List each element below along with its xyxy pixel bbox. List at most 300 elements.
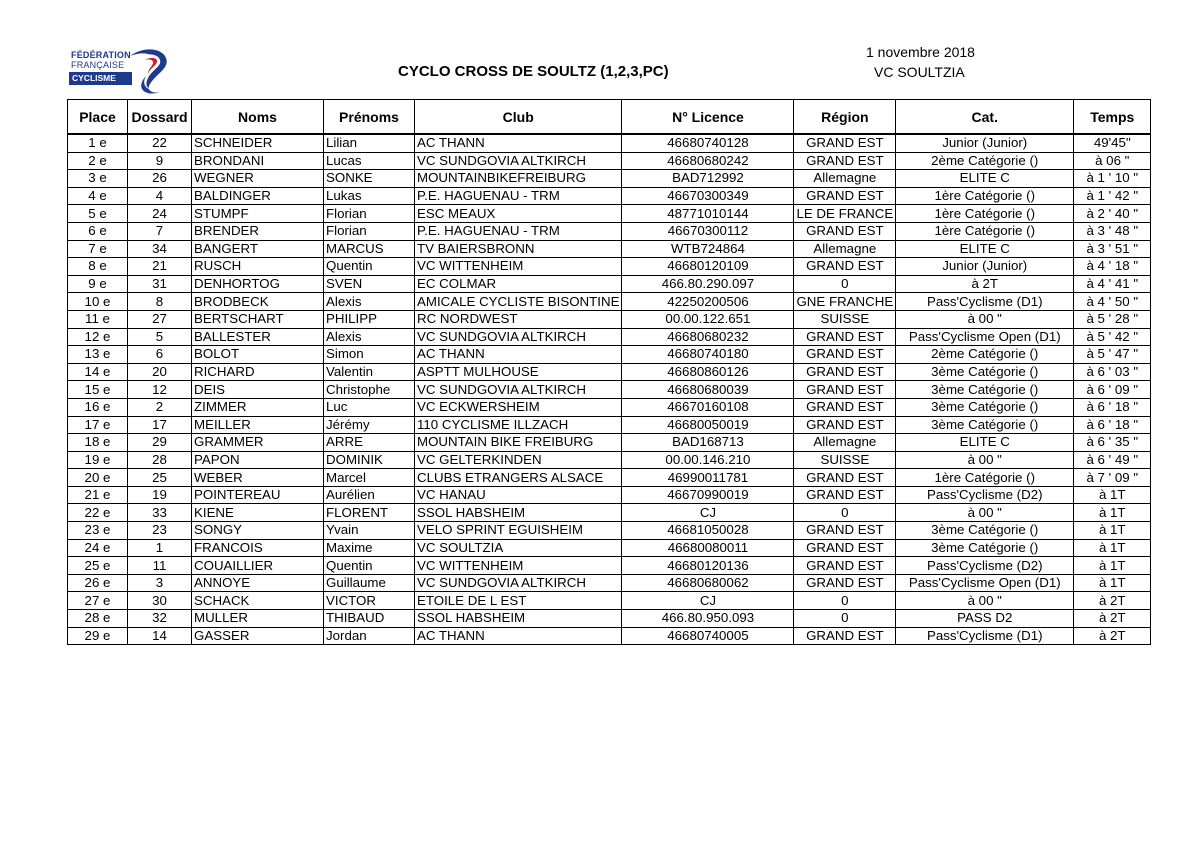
cell-region: GRAND EST <box>794 363 896 381</box>
cell-licence: 46680740128 <box>622 134 794 152</box>
cell-prenom: Jordan <box>324 627 415 645</box>
cell-temps: à 6 ' 18 " <box>1074 416 1151 434</box>
cell-club: AC THANN <box>415 134 622 152</box>
cell-nom: PAPON <box>192 451 324 469</box>
cell-nom: GRAMMER <box>192 434 324 452</box>
table-row <box>68 504 1151 522</box>
table-row <box>68 222 1151 240</box>
cell-licence: 46670160108 <box>622 398 794 416</box>
cell-categorie: 3ème Catégorie () <box>896 381 1074 399</box>
cell-categorie: à 00 " <box>896 451 1074 469</box>
cell-dossard: 24 <box>128 205 192 223</box>
cell-temps: à 5 ' 47 " <box>1074 346 1151 364</box>
cell-temps: à 1 ' 42 " <box>1074 187 1151 205</box>
cell-licence: 48771010144 <box>622 205 794 223</box>
table-row <box>68 134 1151 152</box>
table-row <box>68 610 1151 628</box>
cell-prenom: Valentin <box>324 363 415 381</box>
cell-region: 0 <box>794 592 896 610</box>
cell-licence: 46680120109 <box>622 258 794 276</box>
cell-club: VC HANAU <box>415 486 622 504</box>
cell-licence: 42250200506 <box>622 293 794 311</box>
cell-licence: 46680740180 <box>622 346 794 364</box>
cell-prenom: Simon <box>324 346 415 364</box>
cell-place: 20 e <box>68 469 128 487</box>
cell-nom: BRODBECK <box>192 293 324 311</box>
cell-place: 5 e <box>68 205 128 223</box>
cell-categorie: 2ème Catégorie () <box>896 346 1074 364</box>
table-row <box>68 170 1151 188</box>
cell-place: 23 e <box>68 522 128 540</box>
cell-categorie: PASS D2 <box>896 610 1074 628</box>
cell-temps: à 06 " <box>1074 152 1151 170</box>
cell-dossard: 5 <box>128 328 192 346</box>
cell-licence: 46680680062 <box>622 574 794 592</box>
cell-nom: BOLOT <box>192 346 324 364</box>
cell-place: 15 e <box>68 381 128 399</box>
cell-region: GRAND EST <box>794 539 896 557</box>
cell-prenom: Aurélien <box>324 486 415 504</box>
cell-dossard: 19 <box>128 486 192 504</box>
cell-place: 7 e <box>68 240 128 258</box>
cell-temps: à 1T <box>1074 522 1151 540</box>
table-row <box>68 293 1151 311</box>
cell-licence: 46680120136 <box>622 557 794 575</box>
cell-temps: à 2T <box>1074 592 1151 610</box>
cell-categorie: Pass'Cyclisme Open (D1) <box>896 574 1074 592</box>
cell-place: 17 e <box>68 416 128 434</box>
cell-dossard: 6 <box>128 346 192 364</box>
cell-licence: 46670300349 <box>622 187 794 205</box>
cell-licence: 46680680242 <box>622 152 794 170</box>
cell-temps: à 4 ' 50 " <box>1074 293 1151 311</box>
cell-licence: 00.00.146.210 <box>622 451 794 469</box>
cell-dossard: 31 <box>128 275 192 293</box>
cell-temps: à 1T <box>1074 557 1151 575</box>
cell-temps: à 1T <box>1074 539 1151 557</box>
cell-region: LE DE FRANCE <box>794 205 896 223</box>
cell-temps: à 6 ' 49 " <box>1074 451 1151 469</box>
cell-categorie: ELITE C <box>896 240 1074 258</box>
cell-categorie: à 00 " <box>896 310 1074 328</box>
cell-licence: CJ <box>622 504 794 522</box>
cell-club: AC THANN <box>415 346 622 364</box>
cell-region: GRAND EST <box>794 469 896 487</box>
table-row <box>68 592 1151 610</box>
cell-nom: FRANCOIS <box>192 539 324 557</box>
cell-prenom: Alexis <box>324 328 415 346</box>
cell-region: GRAND EST <box>794 152 896 170</box>
cell-categorie: Junior (Junior) <box>896 258 1074 276</box>
cell-prenom: ARRE <box>324 434 415 452</box>
page-title: CYCLO CROSS DE SOULTZ (1,2,3,PC) <box>398 63 669 80</box>
cell-prenom: Marcel <box>324 469 415 487</box>
table-body <box>68 134 1151 645</box>
column-header-region: Région <box>794 100 896 135</box>
cell-club: VC WITTENHEIM <box>415 258 622 276</box>
cell-prenom: Lilian <box>324 134 415 152</box>
cell-licence: 46670990019 <box>622 486 794 504</box>
table-row <box>68 574 1151 592</box>
cell-categorie: 2ème Catégorie () <box>896 152 1074 170</box>
cell-region: Allemagne <box>794 240 896 258</box>
cell-prenom: Luc <box>324 398 415 416</box>
cell-region: GRAND EST <box>794 486 896 504</box>
cell-licence: 46680680039 <box>622 381 794 399</box>
cell-club: SSOL HABSHEIM <box>415 504 622 522</box>
table-row <box>68 275 1151 293</box>
column-header-temps: Temps <box>1074 100 1151 135</box>
table-row <box>68 187 1151 205</box>
cell-categorie: 3ème Catégorie () <box>896 522 1074 540</box>
cell-region: GRAND EST <box>794 574 896 592</box>
cell-dossard: 33 <box>128 504 192 522</box>
cell-prenom: Guillaume <box>324 574 415 592</box>
table-row <box>68 469 1151 487</box>
cell-dossard: 32 <box>128 610 192 628</box>
cell-place: 26 e <box>68 574 128 592</box>
cell-temps: à 2T <box>1074 610 1151 628</box>
cell-categorie: à 2T <box>896 275 1074 293</box>
cell-nom: GASSER <box>192 627 324 645</box>
cell-dossard: 27 <box>128 310 192 328</box>
cell-prenom: Jérémy <box>324 416 415 434</box>
cell-categorie: à 00 " <box>896 592 1074 610</box>
cell-place: 12 e <box>68 328 128 346</box>
table-row <box>68 328 1151 346</box>
cell-licence: 46680050019 <box>622 416 794 434</box>
cell-categorie: Pass'Cyclisme (D1) <box>896 293 1074 311</box>
cell-region: GRAND EST <box>794 187 896 205</box>
cell-nom: RUSCH <box>192 258 324 276</box>
cell-temps: à 4 ' 18 " <box>1074 258 1151 276</box>
cell-club: ASPTT MULHOUSE <box>415 363 622 381</box>
table-row <box>68 539 1151 557</box>
cell-prenom: SVEN <box>324 275 415 293</box>
cell-region: GRAND EST <box>794 557 896 575</box>
logo-swoosh-icon <box>126 44 178 96</box>
cell-dossard: 8 <box>128 293 192 311</box>
table-row <box>68 557 1151 575</box>
cell-region: GRAND EST <box>794 258 896 276</box>
cell-dossard: 3 <box>128 574 192 592</box>
cell-prenom: Christophe <box>324 381 415 399</box>
cell-temps: à 6 ' 35 " <box>1074 434 1151 452</box>
table-row <box>68 152 1151 170</box>
cell-temps: à 3 ' 48 " <box>1074 222 1151 240</box>
column-header-dossard: Dossard <box>128 100 192 135</box>
cell-region: GRAND EST <box>794 346 896 364</box>
ffc-logo <box>68 44 178 96</box>
cell-nom: SCHNEIDER <box>192 134 324 152</box>
cell-dossard: 23 <box>128 522 192 540</box>
cell-club: EC COLMAR <box>415 275 622 293</box>
cell-dossard: 25 <box>128 469 192 487</box>
cell-nom: WEBER <box>192 469 324 487</box>
table-row <box>68 398 1151 416</box>
cell-region: GRAND EST <box>794 222 896 240</box>
cell-club: VC SUNDGOVIA ALTKIRCH <box>415 152 622 170</box>
cell-licence: 46670300112 <box>622 222 794 240</box>
cell-temps: 49'45" <box>1074 134 1151 152</box>
table-row <box>68 451 1151 469</box>
cell-categorie: Pass'Cyclisme (D1) <box>896 627 1074 645</box>
table-row <box>68 346 1151 364</box>
cell-club: VC SOULTZIA <box>415 539 622 557</box>
cell-region: 0 <box>794 504 896 522</box>
cell-nom: BALLESTER <box>192 328 324 346</box>
cell-place: 28 e <box>68 610 128 628</box>
cell-temps: à 3 ' 51 " <box>1074 240 1151 258</box>
cell-place: 1 e <box>68 134 128 152</box>
cell-nom: BALDINGER <box>192 187 324 205</box>
cell-place: 14 e <box>68 363 128 381</box>
cell-place: 19 e <box>68 451 128 469</box>
cell-dossard: 12 <box>128 381 192 399</box>
table-row <box>68 258 1151 276</box>
cell-place: 9 e <box>68 275 128 293</box>
cell-licence: 46680860126 <box>622 363 794 381</box>
cell-dossard: 11 <box>128 557 192 575</box>
cell-licence: WTB724864 <box>622 240 794 258</box>
cell-categorie: Pass'Cyclisme (D2) <box>896 557 1074 575</box>
cell-region: Allemagne <box>794 170 896 188</box>
cell-categorie: à 00 " <box>896 504 1074 522</box>
cell-dossard: 26 <box>128 170 192 188</box>
table-row <box>68 627 1151 645</box>
cell-prenom: MARCUS <box>324 240 415 258</box>
cell-club: AMICALE CYCLISTE BISONTINE <box>415 293 622 311</box>
cell-dossard: 2 <box>128 398 192 416</box>
cell-dossard: 20 <box>128 363 192 381</box>
cell-club: VC GELTERKINDEN <box>415 451 622 469</box>
cell-categorie: 3ème Catégorie () <box>896 363 1074 381</box>
cell-club: VC WITTENHEIM <box>415 557 622 575</box>
cell-temps: à 5 ' 42 " <box>1074 328 1151 346</box>
cell-place: 3 e <box>68 170 128 188</box>
cell-club: TV BAIERSBRONN <box>415 240 622 258</box>
cell-categorie: 3ème Catégorie () <box>896 539 1074 557</box>
event-date: 1 novembre 2018 <box>866 44 975 60</box>
cell-place: 11 e <box>68 310 128 328</box>
table-row <box>68 522 1151 540</box>
cell-categorie: 1ère Catégorie () <box>896 222 1074 240</box>
cell-nom: DENHORTOG <box>192 275 324 293</box>
table-row <box>68 434 1151 452</box>
cell-temps: à 1 ' 10 " <box>1074 170 1151 188</box>
table-row <box>68 363 1151 381</box>
cell-dossard: 4 <box>128 187 192 205</box>
cell-licence: 46681050028 <box>622 522 794 540</box>
cell-prenom: DOMINIK <box>324 451 415 469</box>
cell-temps: à 2T <box>1074 627 1151 645</box>
cell-prenom: PHILIPP <box>324 310 415 328</box>
logo-line-federation: FÉDÉRATION <box>71 50 131 60</box>
column-header-nom: Noms <box>192 100 324 135</box>
table-row <box>68 416 1151 434</box>
cell-place: 10 e <box>68 293 128 311</box>
cell-prenom: Alexis <box>324 293 415 311</box>
cell-categorie: 1ère Catégorie () <box>896 469 1074 487</box>
cell-club: MOUNTAIN BIKE FREIBURG <box>415 434 622 452</box>
table-row <box>68 486 1151 504</box>
cell-club: 110 CYCLISME ILLZACH <box>415 416 622 434</box>
cell-prenom: VICTOR <box>324 592 415 610</box>
cell-nom: KIENE <box>192 504 324 522</box>
cell-categorie: 3ème Catégorie () <box>896 416 1074 434</box>
cell-temps: à 6 ' 18 " <box>1074 398 1151 416</box>
cell-place: 2 e <box>68 152 128 170</box>
cell-club: VELO SPRINT EGUISHEIM <box>415 522 622 540</box>
cell-nom: MULLER <box>192 610 324 628</box>
table-row <box>68 205 1151 223</box>
cell-place: 24 e <box>68 539 128 557</box>
cell-place: 16 e <box>68 398 128 416</box>
cell-dossard: 7 <box>128 222 192 240</box>
cell-dossard: 17 <box>128 416 192 434</box>
cell-club: MOUNTAINBIKEFREIBURG <box>415 170 622 188</box>
cell-region: 0 <box>794 275 896 293</box>
cell-region: SUISSE <box>794 451 896 469</box>
cell-club: VC SUNDGOVIA ALTKIRCH <box>415 381 622 399</box>
cell-region: GRAND EST <box>794 134 896 152</box>
cell-licence: 466.80.950.093 <box>622 610 794 628</box>
cell-region: GRAND EST <box>794 398 896 416</box>
cell-prenom: Lucas <box>324 152 415 170</box>
cell-licence: 46680740005 <box>622 627 794 645</box>
cell-nom: DEIS <box>192 381 324 399</box>
cell-categorie: Junior (Junior) <box>896 134 1074 152</box>
cell-nom: MEILLER <box>192 416 324 434</box>
cell-place: 27 e <box>68 592 128 610</box>
cell-region: GRAND EST <box>794 381 896 399</box>
cell-nom: BRENDER <box>192 222 324 240</box>
cell-categorie: Pass'Cyclisme (D2) <box>896 486 1074 504</box>
column-header-club: Club <box>415 100 622 135</box>
table-row <box>68 240 1151 258</box>
table-row <box>68 310 1151 328</box>
cell-prenom: Maxime <box>324 539 415 557</box>
cell-licence: 46680080011 <box>622 539 794 557</box>
cell-region: GRAND EST <box>794 627 896 645</box>
cell-club: ESC MEAUX <box>415 205 622 223</box>
cell-club: P.E. HAGUENAU - TRM <box>415 187 622 205</box>
cell-club: VC SUNDGOVIA ALTKIRCH <box>415 328 622 346</box>
cell-categorie: 1ère Catégorie () <box>896 187 1074 205</box>
cell-region: GNE FRANCHE <box>794 293 896 311</box>
cell-prenom: Florian <box>324 222 415 240</box>
cell-place: 29 e <box>68 627 128 645</box>
cell-nom: BANGERT <box>192 240 324 258</box>
cell-place: 6 e <box>68 222 128 240</box>
cell-nom: SONGY <box>192 522 324 540</box>
cell-club: RC NORDWEST <box>415 310 622 328</box>
cell-temps: à 2 ' 40 " <box>1074 205 1151 223</box>
cell-nom: POINTEREAU <box>192 486 324 504</box>
cell-licence: CJ <box>622 592 794 610</box>
cell-nom: COUAILLIER <box>192 557 324 575</box>
cell-club: ETOILE DE L EST <box>415 592 622 610</box>
cell-club: SSOL HABSHEIM <box>415 610 622 628</box>
cell-place: 13 e <box>68 346 128 364</box>
cell-nom: SCHACK <box>192 592 324 610</box>
cell-temps: à 5 ' 28 " <box>1074 310 1151 328</box>
column-header-prenom: Prénoms <box>324 100 415 135</box>
cell-place: 22 e <box>68 504 128 522</box>
column-header-place: Place <box>68 100 128 135</box>
cell-licence: BAD712992 <box>622 170 794 188</box>
cell-prenom: Lukas <box>324 187 415 205</box>
cell-region: SUISSE <box>794 310 896 328</box>
cell-nom: ANNOYE <box>192 574 324 592</box>
cell-temps: à 6 ' 03 " <box>1074 363 1151 381</box>
cell-club: AC THANN <box>415 627 622 645</box>
cell-prenom: Quentin <box>324 557 415 575</box>
cell-licence: 466.80.290.097 <box>622 275 794 293</box>
cell-temps: à 7 ' 09 " <box>1074 469 1151 487</box>
cell-dossard: 30 <box>128 592 192 610</box>
column-header-categorie: Cat. <box>896 100 1074 135</box>
cell-dossard: 1 <box>128 539 192 557</box>
cell-categorie: 3ème Catégorie () <box>896 398 1074 416</box>
cell-prenom: THIBAUD <box>324 610 415 628</box>
table-header-row <box>68 100 1151 135</box>
cell-club: VC ECKWERSHEIM <box>415 398 622 416</box>
cell-region: GRAND EST <box>794 522 896 540</box>
cell-prenom: FLORENT <box>324 504 415 522</box>
logo-line-cyclisme: CYCLISME <box>69 72 132 85</box>
cell-temps: à 4 ' 41 " <box>1074 275 1151 293</box>
cell-dossard: 34 <box>128 240 192 258</box>
cell-categorie: ELITE C <box>896 434 1074 452</box>
cell-categorie: Pass'Cyclisme Open (D1) <box>896 328 1074 346</box>
cell-nom: BERTSCHART <box>192 310 324 328</box>
cell-region: GRAND EST <box>794 328 896 346</box>
cell-nom: WEGNER <box>192 170 324 188</box>
cell-place: 25 e <box>68 557 128 575</box>
cell-licence: 46680680232 <box>622 328 794 346</box>
cell-dossard: 28 <box>128 451 192 469</box>
cell-prenom: Quentin <box>324 258 415 276</box>
cell-prenom: Yvain <box>324 522 415 540</box>
cell-temps: à 1T <box>1074 574 1151 592</box>
cell-dossard: 21 <box>128 258 192 276</box>
cell-club: VC SUNDGOVIA ALTKIRCH <box>415 574 622 592</box>
cell-place: 8 e <box>68 258 128 276</box>
cell-temps: à 1T <box>1074 504 1151 522</box>
cell-categorie: ELITE C <box>896 170 1074 188</box>
cell-categorie: 1ère Catégorie () <box>896 205 1074 223</box>
cell-region: Allemagne <box>794 434 896 452</box>
cell-region: 0 <box>794 610 896 628</box>
cell-licence: 46990011781 <box>622 469 794 487</box>
cell-nom: BRONDANI <box>192 152 324 170</box>
cell-prenom: Florian <box>324 205 415 223</box>
cell-place: 18 e <box>68 434 128 452</box>
cell-club: CLUBS ETRANGERS ALSACE <box>415 469 622 487</box>
cell-licence: 00.00.122.651 <box>622 310 794 328</box>
cell-nom: RICHARD <box>192 363 324 381</box>
cell-dossard: 14 <box>128 627 192 645</box>
cell-dossard: 22 <box>128 134 192 152</box>
logo-line-francaise: FRANÇAISE <box>71 60 125 70</box>
cell-licence: BAD168713 <box>622 434 794 452</box>
column-header-licence: N° Licence <box>622 100 794 135</box>
cell-region: GRAND EST <box>794 416 896 434</box>
cell-nom: STUMPF <box>192 205 324 223</box>
cell-nom: ZIMMER <box>192 398 324 416</box>
cell-dossard: 9 <box>128 152 192 170</box>
